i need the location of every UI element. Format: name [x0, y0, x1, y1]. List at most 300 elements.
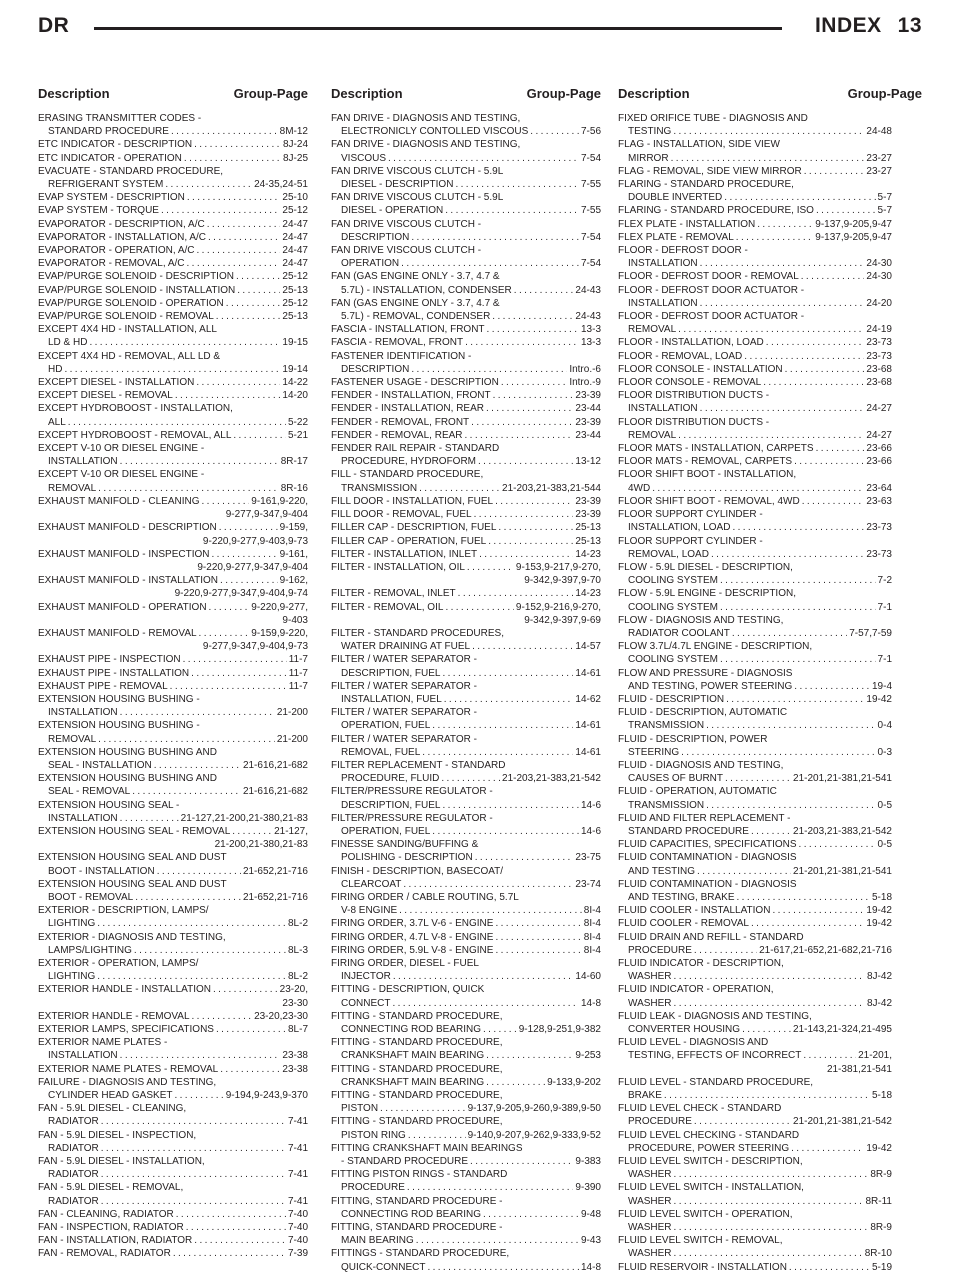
entry-line: [618, 1195, 892, 1208]
dot-leader: [498, 521, 573, 534]
entry-line: [331, 640, 601, 653]
entry-line: [331, 851, 601, 864]
dot-leader: [175, 389, 281, 402]
dot-leader: [101, 1142, 286, 1155]
entry-heading-line: FLUID - DESCRIPTION, POWER: [618, 733, 768, 745]
index-entry: [331, 944, 601, 957]
entry-line: [38, 785, 308, 798]
group-page-ref: 23-39: [575, 416, 601, 428]
entry-text: LIGHTING: [48, 918, 96, 930]
dot-leader: [171, 125, 278, 138]
group-page-ref: 7-1: [877, 654, 892, 666]
entry-line: [331, 521, 601, 534]
group-page-ref: 23-73: [866, 548, 892, 560]
entry-line: [38, 204, 308, 217]
entry-heading-line: FAN DRIVE - DIAGNOSIS AND TESTING,: [331, 113, 521, 124]
dot-leader: [101, 1195, 286, 1208]
entry-text: PROCEDURE, FLUID: [341, 773, 440, 785]
index-entry: [618, 284, 892, 310]
entry-heading-line: FLUID LEVEL CHECK - STANDARD: [618, 1103, 782, 1115]
entry-text: OPERATION, FUEL: [341, 720, 431, 732]
dot-leader: [165, 178, 252, 191]
description-heading: Description: [331, 86, 403, 101]
entry-heading-line: FLOOR DISTRIBUTION DUCTS -: [618, 390, 770, 402]
entry-line: [38, 336, 308, 349]
index-entry: [331, 1221, 601, 1247]
entry-text: HD: [48, 363, 63, 375]
dot-leader: [744, 350, 864, 363]
index-entry: [38, 1208, 308, 1221]
entry-line: [331, 482, 601, 495]
dot-leader: [236, 270, 280, 283]
index-entry: [331, 812, 601, 838]
entry-line: [618, 1221, 892, 1234]
group-page-continuation: 23-30: [282, 997, 308, 1009]
entry-text: INSTALLATION: [48, 707, 118, 719]
index-entry: [618, 1261, 892, 1274]
dot-leader: [465, 429, 574, 442]
group-page-ref: 8R-16: [280, 482, 308, 494]
index-entry: [331, 1142, 601, 1168]
group-page-ref: 19-42: [866, 918, 892, 930]
dot-leader: [132, 785, 241, 798]
entry-heading-line: ERASING TRANSMITTER CODES -: [38, 113, 202, 124]
group-page-ref: 9-128,9-251,9-382: [518, 1024, 601, 1036]
group-page-ref: 25-13: [575, 522, 601, 534]
entry-heading-line: FILTER / WATER SEPARATOR -: [331, 654, 477, 666]
entry-heading-line: FAILURE - DIAGNOSIS AND TESTING,: [38, 1076, 217, 1088]
index-entry: [38, 574, 308, 600]
entry-line: [618, 1168, 892, 1181]
index-entry: [38, 389, 308, 402]
entry-text: EXHAUST PIPE - REMOVAL: [38, 680, 168, 692]
entry-text: FLOOR MATS - INSTALLATION, CARPETS: [618, 443, 814, 455]
index-entry: [618, 495, 892, 508]
group-page-ref: 11-7: [288, 654, 308, 666]
dot-leader: [403, 878, 573, 891]
entry-line: [618, 1023, 892, 1036]
entry-line: [38, 1168, 308, 1181]
entry-text: SEAL - INSTALLATION: [48, 759, 152, 771]
entry-text: EVAP/PURGE SOLENOID - INSTALLATION: [38, 284, 236, 296]
entry-line: [618, 693, 892, 706]
dot-leader: [681, 746, 875, 759]
group-page-ref: 8J-24: [282, 139, 308, 151]
group-page-ref: 8I-4: [583, 931, 601, 943]
entry-text: DESCRIPTION: [341, 231, 410, 243]
dot-leader: [197, 244, 281, 257]
entry-line: [38, 284, 308, 297]
entry-text: FENDER - INSTALLATION, REAR: [331, 403, 484, 415]
index-entry: [618, 455, 892, 468]
index-entry: [38, 138, 308, 151]
dot-leader: [458, 587, 574, 600]
entry-text: INSTALLATION: [48, 456, 118, 468]
entry-text: 5.7L) - INSTALLATION, CONDENSER: [341, 284, 512, 296]
entry-text: AND TESTING, BRAKE: [628, 891, 735, 903]
entry-text: EVAP SYSTEM - TORQUE: [38, 205, 159, 217]
entry-heading-line: FASTENER IDENTIFICATION -: [331, 350, 472, 362]
entry-heading-line: EXCEPT 4X4 HD - INSTALLATION, ALL: [38, 324, 217, 336]
group-page-ref: 14-60: [575, 971, 601, 983]
index-entry: [618, 983, 892, 1009]
dot-leader: [474, 508, 574, 521]
dot-leader: [226, 297, 281, 310]
entry-heading-line: EXTERIOR - OPERATION, LAMPS/: [38, 958, 199, 969]
group-page-ref: 5-22: [287, 416, 308, 428]
group-page-ref: 23-27: [866, 152, 892, 164]
index-entry: [618, 508, 892, 534]
index-entry: [331, 270, 601, 296]
group-page-ref: 11-7: [288, 680, 308, 692]
index-entry: [38, 1181, 308, 1207]
entry-line: [618, 125, 892, 138]
index-entry: [618, 1208, 892, 1234]
index-entry: [618, 416, 892, 442]
index-entry: [331, 1010, 601, 1036]
entry-text: DOUBLE INVERTED: [628, 192, 723, 204]
index-entry: [618, 310, 892, 336]
entry-heading-line: EXTENSION HOUSING SEAL AND DUST: [38, 878, 227, 890]
entry-text: CRANKSHAFT MAIN BEARING: [341, 1050, 485, 1062]
entry-line: [38, 270, 308, 283]
group-page-ref: 23-20,: [279, 984, 308, 996]
entry-text: EVAP/PURGE SOLENOID - DESCRIPTION: [38, 271, 234, 283]
dot-leader: [411, 231, 579, 244]
dot-leader: [652, 482, 864, 495]
entry-text: POLISHING - DESCRIPTION: [341, 852, 473, 864]
index-entry: [618, 759, 892, 785]
entry-text: EXHAUST PIPE - INSTALLATION: [38, 667, 190, 679]
group-page-ref: 25-13: [575, 535, 601, 547]
dot-leader: [799, 838, 876, 851]
index-entry: [38, 1036, 308, 1062]
dot-leader: [134, 944, 286, 957]
entry-line: [331, 997, 601, 1010]
entry-line: [618, 1247, 892, 1260]
index-entry: [331, 1195, 601, 1221]
entry-text: FILL DOOR - REMOVAL, FUEL: [331, 509, 472, 521]
entry-text: PISTON: [341, 1103, 379, 1115]
dot-leader: [700, 297, 865, 310]
group-page-ref: 9-159,: [279, 522, 308, 534]
entry-heading-line: EXTENSION HOUSING BUSHING -: [38, 720, 200, 732]
entry-text: FAN - CLEANING, RADIATOR: [38, 1208, 174, 1220]
entry-text: TESTING: [628, 126, 672, 138]
index-column-1: [38, 112, 308, 1261]
group-page-ref: 8I-4: [583, 918, 601, 930]
index-entry: [38, 1010, 308, 1023]
group-page-ref: 23-66: [866, 443, 892, 455]
group-page-ref: 5-21: [287, 429, 308, 441]
dot-leader: [514, 284, 574, 297]
entry-text: RADIATOR COOLANT: [628, 627, 730, 639]
entry-line: [331, 231, 601, 244]
entry-text: REFRIGERANT SYSTEM: [48, 179, 164, 191]
entry-line: [618, 719, 892, 732]
group-page-ref: 21-127,21-200,21-380,21-83: [180, 812, 308, 824]
group-page-ref: 14-61: [575, 746, 601, 758]
dot-leader: [486, 1076, 545, 1089]
entry-line: [331, 561, 601, 574]
dot-leader: [467, 561, 514, 574]
entry-line: [38, 429, 308, 442]
group-page-ref: 21-201,21-381,21-541: [793, 865, 892, 877]
group-page-ref: 7-40: [287, 1235, 308, 1247]
dot-leader: [207, 218, 281, 231]
entry-text: PROCEDURE: [628, 944, 692, 956]
entry-heading-line: FLUID CONTAMINATION - DIAGNOSIS: [618, 878, 797, 890]
entry-line: [618, 257, 892, 270]
entry-line: [331, 904, 601, 917]
entry-text: OPERATION, FUEL: [341, 825, 431, 837]
index-entry: [331, 297, 601, 323]
entry-text: EVAPORATOR - REMOVAL, A/C: [38, 258, 185, 270]
group-page-ref: 8J-42: [866, 997, 892, 1009]
entry-heading-line: FAN (GAS ENGINE ONLY - 3.7, 4.7 &: [331, 297, 500, 309]
entry-text: WASHER: [628, 1222, 672, 1234]
entry-line: [618, 297, 892, 310]
entry-text: PROCEDURE: [341, 1182, 405, 1194]
group-page-ref: 14-22: [282, 377, 308, 389]
entry-line: [38, 667, 308, 680]
group-page-ref: 8R-11: [865, 1195, 892, 1207]
dot-leader: [194, 138, 281, 151]
index-entry: [618, 270, 892, 283]
entry-text: REMOVAL: [48, 482, 97, 494]
entry-line: [38, 244, 308, 257]
dot-leader: [732, 627, 847, 640]
entry-line: [618, 746, 892, 759]
group-page-ref: 24-43: [575, 311, 601, 323]
group-page-ref: 19-15: [282, 337, 308, 349]
entry-text: RADIATOR: [48, 1116, 99, 1128]
dot-leader: [399, 904, 582, 917]
dot-leader: [445, 204, 579, 217]
index-entry: [38, 429, 308, 442]
entry-heading-line: FLOW AND PRESSURE - DIAGNOSIS: [618, 667, 793, 679]
entry-line: [618, 402, 892, 415]
entry-line: [618, 799, 892, 812]
group-page-ref: Intro.-9: [569, 377, 601, 389]
entry-heading-line: FLUID LEVEL SWITCH - DESCRIPTION,: [618, 1156, 803, 1168]
entry-line: [331, 535, 601, 548]
column-header-1: [38, 86, 308, 104]
index-entry: [618, 693, 892, 706]
dot-leader: [732, 521, 864, 534]
index-entry: [618, 336, 892, 349]
entry-line: [331, 1129, 601, 1142]
entry-heading-line: FIRING ORDER, DIESEL - FUEL: [331, 958, 479, 969]
index-entry: [331, 983, 601, 1009]
group-page-ref: 23-74: [575, 878, 601, 890]
dot-leader: [191, 667, 287, 680]
entry-text: EXHAUST MANIFOLD - INSPECTION: [38, 548, 210, 560]
group-page-ref: 25-12: [282, 297, 308, 309]
group-page-ref: 23-68: [866, 377, 892, 389]
entry-text: - STANDARD PROCEDURE: [341, 1156, 469, 1168]
entry-heading-line: FLAG - INSTALLATION, SIDE VIEW: [618, 139, 780, 151]
header-right: [815, 14, 922, 38]
dot-leader: [737, 891, 870, 904]
entry-text: INJECTOR: [341, 971, 391, 983]
index-entry: [331, 535, 601, 548]
entry-line: [618, 204, 892, 217]
entry-line: [38, 970, 308, 983]
entry-text: FLOOR CONSOLE - REMOVAL: [618, 377, 762, 389]
entry-heading-line: FILL - STANDARD PROCEDURE,: [331, 469, 484, 481]
entry-text: FLEX PLATE - INSTALLATION: [618, 218, 756, 230]
dot-leader: [495, 495, 573, 508]
index-entry: [38, 231, 308, 244]
entry-text: EVAP/PURGE SOLENOID - OPERATION: [38, 297, 224, 309]
entry-line: [618, 601, 892, 614]
group-page-ref: 7-55: [580, 179, 601, 191]
index-entry: [38, 1063, 308, 1076]
header-rule: [94, 27, 782, 30]
group-page-ref: 9-161,9-220,: [251, 495, 308, 507]
entry-line: [38, 231, 308, 244]
index-entry: [618, 1102, 892, 1128]
dot-leader: [219, 521, 278, 534]
entry-text: FIRING ORDER, 3.7L V-6 - ENGINE: [331, 918, 494, 930]
group-page-continuation: 9-403: [282, 614, 308, 626]
entry-line: [38, 812, 308, 825]
entry-text: LAMPS/LIGHTING: [48, 944, 132, 956]
index-entry: [38, 825, 308, 851]
entry-line: [618, 997, 892, 1010]
index-entry: [331, 891, 601, 917]
entry-text: FLOOR - INSTALLATION, LOAD: [618, 337, 764, 349]
index-entry: [38, 204, 308, 217]
dot-leader: [237, 284, 280, 297]
index-entry: [38, 1221, 308, 1234]
dot-leader: [488, 535, 573, 548]
group-page-ref: 9-152,9-216,9-270,: [515, 601, 601, 613]
entry-line: [618, 152, 892, 165]
index-entry: [331, 112, 601, 138]
index-entry: [38, 667, 308, 680]
entry-heading-line: FLUID INDICATOR - DESCRIPTION,: [618, 958, 784, 969]
entry-text: INSTALLATION, LOAD: [628, 522, 731, 534]
dot-leader: [220, 1063, 280, 1076]
entry-text: FILLER CAP - DESCRIPTION, FUEL: [331, 522, 497, 534]
group-page-ref: 14-62: [575, 693, 601, 705]
entry-line: [38, 1063, 308, 1076]
dot-leader: [674, 997, 865, 1010]
entry-text: CONNECT: [341, 997, 391, 1009]
entry-line: [331, 878, 601, 891]
entry-line: [38, 1089, 308, 1102]
entry-heading-line: FITTING CRANKSHAFT MAIN BEARINGS: [331, 1142, 523, 1154]
dot-leader: [772, 904, 864, 917]
index-entry: [38, 653, 308, 666]
index-entry: [331, 442, 601, 468]
entry-line: [38, 389, 308, 402]
group-page-ref: 8M-12: [279, 126, 308, 138]
index-entry: [38, 284, 308, 297]
group-page-ref: 23-73: [866, 350, 892, 362]
dot-leader: [501, 376, 568, 389]
entry-line: [618, 270, 892, 283]
entry-text: EVAP SYSTEM - DESCRIPTION: [38, 192, 185, 204]
group-page-heading: Group-Page: [847, 86, 922, 101]
group-page-heading: Group-Page: [526, 86, 601, 101]
entry-line: [618, 653, 892, 666]
entry-line: [618, 1261, 892, 1274]
dot-leader: [174, 1089, 223, 1102]
entry-line: [331, 1155, 601, 1168]
entry-line: [331, 508, 601, 521]
group-page-ref: 19-14: [282, 363, 308, 375]
entry-line: [38, 363, 308, 376]
group-page-ref: 23-75: [575, 852, 601, 864]
dot-leader: [444, 693, 574, 706]
entry-line: [38, 416, 308, 429]
entry-heading-line: EXCEPT V-10 OR DIESEL ENGINE -: [38, 443, 205, 455]
group-page-continuation: 9-342,9-397,9-69: [524, 614, 601, 626]
entry-line: [38, 495, 308, 508]
dot-leader: [393, 970, 574, 983]
entry-line: [331, 495, 601, 508]
index-entry: [618, 561, 892, 587]
index-entry: [331, 350, 601, 376]
entry-line: [38, 917, 308, 930]
entry-text: MIRROR: [628, 152, 669, 164]
dot-leader: [419, 482, 500, 495]
entry-heading-line: FAN (GAS ENGINE ONLY - 3.7, 4.7 &: [331, 271, 500, 283]
dot-leader: [751, 825, 791, 838]
entry-text: COOLING SYSTEM: [628, 575, 719, 587]
dot-leader: [671, 152, 865, 165]
index-entry: [331, 323, 601, 336]
group-page-ref: 9-137,9-205,9-47: [815, 218, 892, 230]
index-entry: [618, 812, 892, 838]
dot-leader: [495, 917, 581, 930]
index-entry: [331, 495, 601, 508]
entry-line: [331, 970, 601, 983]
entry-line: [618, 970, 892, 983]
entry-text: CAUSES OF BURNT: [628, 773, 724, 785]
entry-text: COOLING SYSTEM: [628, 601, 719, 613]
entry-text: PISTON RING: [341, 1129, 406, 1141]
entry-text: STANDARD PROCEDURE: [628, 825, 749, 837]
entry-text: INSTALLATION: [628, 403, 698, 415]
entry-line: [38, 138, 308, 151]
entry-line: [618, 1115, 892, 1128]
dot-leader: [202, 495, 250, 508]
entry-line: [331, 389, 601, 402]
description-heading: Description: [38, 86, 110, 101]
index-entry: [618, 1181, 892, 1207]
entry-heading-line: FLOOR - DEFROST DOOR ACTUATOR -: [618, 284, 805, 296]
dot-leader: [101, 1115, 286, 1128]
entry-line: [331, 1076, 601, 1089]
dot-leader: [471, 416, 573, 429]
dot-leader: [483, 1208, 579, 1221]
dot-leader: [186, 1221, 286, 1234]
entry-heading-line: FLUID LEVEL SWITCH - INSTALLATION,: [618, 1182, 804, 1194]
entry-heading-line: EXCEPT V-10 OR DIESEL ENGINE -: [38, 469, 205, 481]
entry-text: EXHAUST PIPE - INSPECTION: [38, 654, 181, 666]
group-page-ref: 9-137,9-205,9-47: [815, 231, 892, 243]
index-entry: [331, 521, 601, 534]
dot-leader: [120, 455, 279, 468]
dot-leader: [791, 1142, 864, 1155]
index-entry: [38, 904, 308, 930]
group-page-ref: 7-56: [580, 126, 601, 138]
entry-line: [331, 1023, 601, 1036]
